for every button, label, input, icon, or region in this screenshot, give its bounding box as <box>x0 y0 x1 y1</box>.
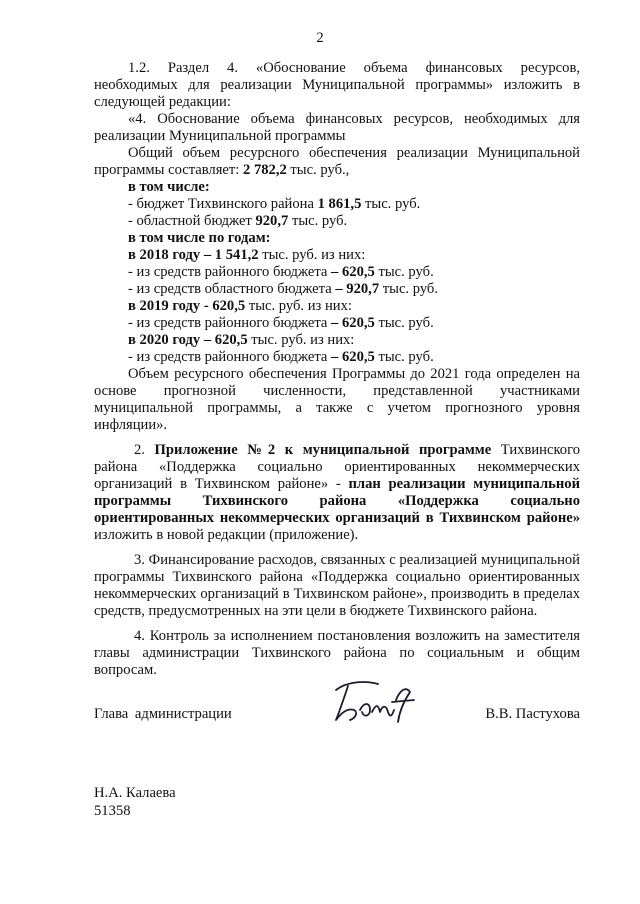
total-unit: тыс. руб., <box>286 162 350 178</box>
executor-footer <box>94 784 176 820</box>
total-text: Общий объем ресурсного обеспечения реализации Муниципальной программы составляет: <box>94 145 580 178</box>
paragraph-item-2: 2. Приложение №2 к муниципальной программе Тихвинского района «Поддержка социально ориентированных некоммерческих организаций в Тихвинском районе» - план реализации муниципальной программы Тихвинского района «Поддержка социально ориентированных некоммерческих организаций в Тихвинском районе» изложить в новой редакции (приложение). <box>94 442 581 543</box>
document-body <box>94 60 580 679</box>
y2020-district-line: - из средств районного бюджета – 620,5 тыс. руб. <box>128 349 434 365</box>
signatory-name: В.В. Пастухова <box>485 706 580 722</box>
resource-note-paragraph: Объем ресурсного обеспечения Программы до 2021 года определен на основе прогнозной численности, представленной участниками муниципальной программы, а также с учетом прогнозного уровня инфляции». <box>94 366 580 433</box>
paragraph-item-3: 3. Финансирование расходов, связанных с реализацией муниципальной программы Тихвинского района «Поддержка социально ориентированных некоммерческих организаций в Тихвинском районе», производить в пределах средств, предусмотренных на эти цели в бюджете Тихвинского района. <box>94 552 580 619</box>
regional-budget-line: - областной бюджет 920,7 тыс. руб. <box>128 213 348 229</box>
y2019-district-line: - из средств районного бюджета – 620,5 тыс. руб. <box>128 315 434 331</box>
signature-row <box>94 706 580 728</box>
year-2020-line: в 2020 году – 620,5 тыс. руб. из них: <box>128 332 355 348</box>
year-2019-line: в 2019 году - 620,5 тыс. руб. из них: <box>128 298 352 314</box>
y2018-regional-line: - из средств областного бюджета – 920,7 тыс. руб. <box>128 281 438 297</box>
total-amount: 2 782,2 <box>243 162 287 178</box>
by-years-label: в том числе по годам: <box>128 230 271 246</box>
section-4-heading: «4. Обоснование объема финансовых ресурсов, необходимых для реализации Муниципальной программы <box>94 111 580 144</box>
paragraph-item-1-2: 1.2. Раздел 4. «Обоснование объема финансовых ресурсов, необходимых для реализации Муниципальной программы» изложить в следующей редакции: <box>94 60 580 110</box>
total-volume-paragraph <box>94 145 580 179</box>
year-2018-line: в 2018 году – 1 541,2 тыс. руб. из них: <box>128 247 366 263</box>
signatory-title: Глава администрации <box>94 706 232 722</box>
executor-phone: 51358 <box>94 803 131 819</box>
executor-name: Н.А. Калаева <box>94 785 176 801</box>
including-label: в том числе: <box>128 179 210 195</box>
page-number: 2 <box>316 30 324 46</box>
paragraph-item-4: 4. Контроль за исполнением постановления возложить на заместителя главы администрации Тихвинского района по социальным и общим вопросам. <box>94 628 580 678</box>
y2018-district-line: - из средств районного бюджета – 620,5 тыс. руб. <box>128 264 434 280</box>
district-budget-line: - бюджет Тихвинского района 1 861,5 тыс. руб. <box>128 196 421 212</box>
